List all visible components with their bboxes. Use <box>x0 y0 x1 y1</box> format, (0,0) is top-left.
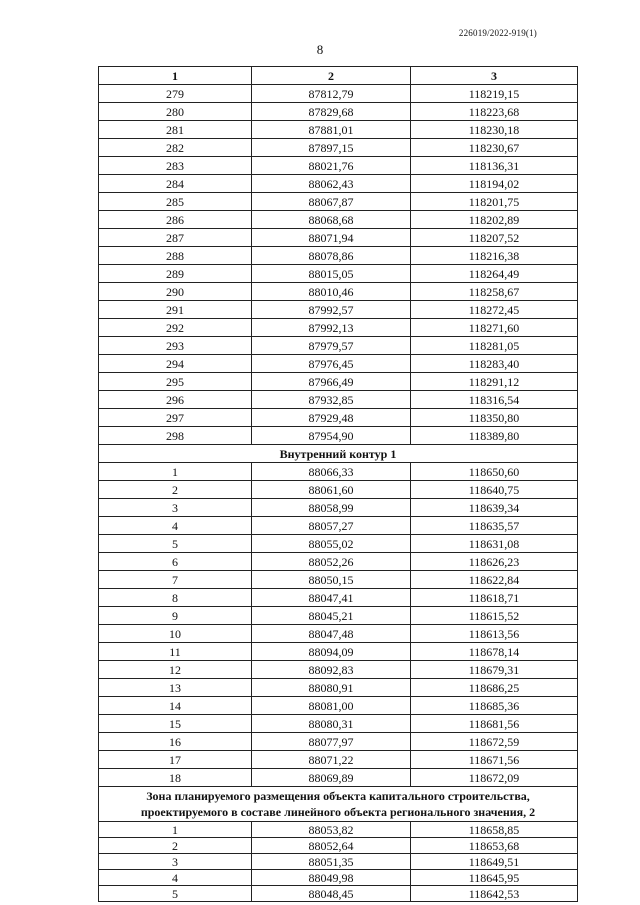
table-row <box>99 301 578 319</box>
y-coordinate-cell: 118649,51 <box>411 854 578 870</box>
x-coordinate-cell: 88015,05 <box>252 265 411 283</box>
y-coordinate-cell: 118679,31 <box>411 661 578 679</box>
y-coordinate-cell: 118678,14 <box>411 643 578 661</box>
y-coordinate-cell: 118671,56 <box>411 751 578 769</box>
point-number-cell: 294 <box>99 355 252 373</box>
x-coordinate-cell: 88045,21 <box>252 607 411 625</box>
table-row <box>99 103 578 121</box>
x-coordinate-cell: 88066,33 <box>252 463 411 481</box>
point-number-cell: 281 <box>99 121 252 139</box>
point-number-cell: 4 <box>99 517 252 535</box>
x-coordinate-cell: 88010,46 <box>252 283 411 301</box>
y-coordinate-cell: 118291,12 <box>411 373 578 391</box>
y-coordinate-cell: 118271,60 <box>411 319 578 337</box>
point-number-cell: 18 <box>99 769 252 787</box>
point-number-cell: 12 <box>99 661 252 679</box>
y-coordinate-cell: 118207,52 <box>411 229 578 247</box>
x-coordinate-cell: 88058,99 <box>252 499 411 517</box>
point-number-cell: 14 <box>99 697 252 715</box>
x-coordinate-cell: 88052,26 <box>252 553 411 571</box>
x-coordinate-cell: 88050,15 <box>252 571 411 589</box>
section-title-inner-contour: Внутренний контур 1 <box>99 445 578 463</box>
y-coordinate-cell: 118640,75 <box>411 481 578 499</box>
point-number-cell: 16 <box>99 733 252 751</box>
table-row <box>99 463 578 481</box>
table-row <box>99 211 578 229</box>
x-coordinate-cell: 88092,83 <box>252 661 411 679</box>
table-row <box>99 481 578 499</box>
table-row <box>99 886 578 902</box>
table-row <box>99 355 578 373</box>
y-coordinate-cell: 118281,05 <box>411 337 578 355</box>
y-coordinate-cell: 118631,08 <box>411 535 578 553</box>
page-number: 8 <box>316 42 324 57</box>
point-number-cell: 2 <box>99 838 252 854</box>
table-row <box>99 247 578 265</box>
table-row <box>99 121 578 139</box>
y-coordinate-cell: 118202,89 <box>411 211 578 229</box>
point-number-cell: 285 <box>99 193 252 211</box>
section-header-row <box>99 787 578 822</box>
table-row <box>99 517 578 535</box>
point-number-cell: 288 <box>99 247 252 265</box>
table-row <box>99 391 578 409</box>
table-row <box>99 175 578 193</box>
y-coordinate-cell: 118681,56 <box>411 715 578 733</box>
table-section-inner-contour <box>99 445 578 463</box>
table-row <box>99 822 578 838</box>
point-number-cell: 286 <box>99 211 252 229</box>
table-row <box>99 193 578 211</box>
y-coordinate-cell: 118389,80 <box>411 427 578 445</box>
table-row <box>99 625 578 643</box>
point-number-cell: 5 <box>99 535 252 553</box>
y-coordinate-cell: 118642,53 <box>411 886 578 902</box>
point-number-cell: 1 <box>99 822 252 838</box>
point-number-cell: 280 <box>99 103 252 121</box>
x-coordinate-cell: 88077,97 <box>252 733 411 751</box>
table-row <box>99 679 578 697</box>
x-coordinate-cell: 87966,49 <box>252 373 411 391</box>
x-coordinate-cell: 87932,85 <box>252 391 411 409</box>
x-coordinate-cell: 88071,22 <box>252 751 411 769</box>
y-coordinate-cell: 118658,85 <box>411 822 578 838</box>
table-row <box>99 854 578 870</box>
point-number-cell: 290 <box>99 283 252 301</box>
x-coordinate-cell: 87829,68 <box>252 103 411 121</box>
table-row <box>99 157 578 175</box>
point-number-cell: 296 <box>99 391 252 409</box>
point-number-cell: 1 <box>99 463 252 481</box>
y-coordinate-cell: 118615,52 <box>411 607 578 625</box>
table-row <box>99 838 578 854</box>
point-number-cell: 298 <box>99 427 252 445</box>
table-row <box>99 85 578 103</box>
point-number-cell: 6 <box>99 553 252 571</box>
point-number-cell: 297 <box>99 409 252 427</box>
point-number-cell: 3 <box>99 854 252 870</box>
table-header-row <box>99 67 578 85</box>
y-coordinate-cell: 118685,36 <box>411 697 578 715</box>
point-number-cell: 7 <box>99 571 252 589</box>
table-row <box>99 229 578 247</box>
point-number-cell: 4 <box>99 870 252 886</box>
y-coordinate-cell: 118626,23 <box>411 553 578 571</box>
y-coordinate-cell: 118136,31 <box>411 157 578 175</box>
y-coordinate-cell: 118316,54 <box>411 391 578 409</box>
point-number-cell: 293 <box>99 337 252 355</box>
point-number-cell: 3 <box>99 499 252 517</box>
y-coordinate-cell: 118645,95 <box>411 870 578 886</box>
x-coordinate-cell: 88053,82 <box>252 822 411 838</box>
point-number-cell: 289 <box>99 265 252 283</box>
y-coordinate-cell: 118283,40 <box>411 355 578 373</box>
y-coordinate-cell: 118230,18 <box>411 121 578 139</box>
table-row <box>99 751 578 769</box>
table-row <box>99 337 578 355</box>
point-number-cell: 11 <box>99 643 252 661</box>
x-coordinate-cell: 88057,27 <box>252 517 411 535</box>
y-coordinate-cell: 118216,38 <box>411 247 578 265</box>
y-coordinate-cell: 118653,68 <box>411 838 578 854</box>
x-coordinate-cell: 87992,13 <box>252 319 411 337</box>
table-row <box>99 571 578 589</box>
point-number-cell: 279 <box>99 85 252 103</box>
column-header-3: 3 <box>411 67 578 85</box>
y-coordinate-cell: 118650,60 <box>411 463 578 481</box>
x-coordinate-cell: 87881,01 <box>252 121 411 139</box>
y-coordinate-cell: 118618,71 <box>411 589 578 607</box>
table-row <box>99 733 578 751</box>
point-number-cell: 13 <box>99 679 252 697</box>
x-coordinate-cell: 87929,48 <box>252 409 411 427</box>
x-coordinate-cell: 88047,48 <box>252 625 411 643</box>
x-coordinate-cell: 88081,00 <box>252 697 411 715</box>
y-coordinate-cell: 118672,09 <box>411 769 578 787</box>
table-row <box>99 535 578 553</box>
y-coordinate-cell: 118639,34 <box>411 499 578 517</box>
y-coordinate-cell: 118635,57 <box>411 517 578 535</box>
table-row <box>99 427 578 445</box>
y-coordinate-cell: 118350,80 <box>411 409 578 427</box>
point-number-cell: 17 <box>99 751 252 769</box>
point-number-cell: 284 <box>99 175 252 193</box>
y-coordinate-cell: 118219,15 <box>411 85 578 103</box>
y-coordinate-cell: 118230,67 <box>411 139 578 157</box>
y-coordinate-cell: 118272,45 <box>411 301 578 319</box>
x-coordinate-cell: 88061,60 <box>252 481 411 499</box>
column-header-2: 2 <box>252 67 411 85</box>
table-section-zone <box>99 787 578 822</box>
table-row <box>99 697 578 715</box>
point-number-cell: 15 <box>99 715 252 733</box>
y-coordinate-cell: 118201,75 <box>411 193 578 211</box>
point-number-cell: 282 <box>99 139 252 157</box>
point-number-cell: 8 <box>99 589 252 607</box>
point-number-cell: 9 <box>99 607 252 625</box>
x-coordinate-cell: 88071,94 <box>252 229 411 247</box>
x-coordinate-cell: 88048,45 <box>252 886 411 902</box>
y-coordinate-cell: 118194,02 <box>411 175 578 193</box>
table-row <box>99 409 578 427</box>
x-coordinate-cell: 88080,91 <box>252 679 411 697</box>
point-number-cell: 287 <box>99 229 252 247</box>
x-coordinate-cell: 88047,41 <box>252 589 411 607</box>
x-coordinate-cell: 87979,57 <box>252 337 411 355</box>
y-coordinate-cell: 118613,56 <box>411 625 578 643</box>
y-coordinate-cell: 118258,67 <box>411 283 578 301</box>
table-body-zone <box>99 822 578 902</box>
x-coordinate-cell: 88052,64 <box>252 838 411 854</box>
table-row <box>99 283 578 301</box>
x-coordinate-cell: 88021,76 <box>252 157 411 175</box>
x-coordinate-cell: 87954,90 <box>252 427 411 445</box>
table-row <box>99 643 578 661</box>
point-number-cell: 2 <box>99 481 252 499</box>
x-coordinate-cell: 88055,02 <box>252 535 411 553</box>
point-number-cell: 10 <box>99 625 252 643</box>
point-number-cell: 283 <box>99 157 252 175</box>
section-title-zone-line1: Зона планируемого размещения объекта капитального строительства, <box>146 789 530 803</box>
x-coordinate-cell: 88094,09 <box>252 643 411 661</box>
table-row <box>99 553 578 571</box>
x-coordinate-cell: 87897,15 <box>252 139 411 157</box>
x-coordinate-cell: 88068,68 <box>252 211 411 229</box>
table-row <box>99 139 578 157</box>
x-coordinate-cell: 87992,57 <box>252 301 411 319</box>
x-coordinate-cell: 87812,79 <box>252 85 411 103</box>
table-row <box>99 373 578 391</box>
y-coordinate-cell: 118686,25 <box>411 679 578 697</box>
table-row <box>99 715 578 733</box>
y-coordinate-cell: 118264,49 <box>411 265 578 283</box>
point-number-cell: 291 <box>99 301 252 319</box>
table-row <box>99 607 578 625</box>
x-coordinate-cell: 88062,43 <box>252 175 411 193</box>
x-coordinate-cell: 87976,45 <box>252 355 411 373</box>
table-row <box>99 661 578 679</box>
point-number-cell: 292 <box>99 319 252 337</box>
section-title-zone-line2: проектируемого в составе линейного объекта регионального значения, 2 <box>140 805 536 819</box>
document-registration-number: 226019/2022-919(1) <box>458 28 537 38</box>
y-coordinate-cell: 118622,84 <box>411 571 578 589</box>
x-coordinate-cell: 88067,87 <box>252 193 411 211</box>
section-title-zone <box>99 787 578 822</box>
y-coordinate-cell: 118223,68 <box>411 103 578 121</box>
section-header-row <box>99 445 578 463</box>
x-coordinate-cell: 88051,35 <box>252 854 411 870</box>
column-header-1: 1 <box>99 67 252 85</box>
table-row <box>99 265 578 283</box>
point-number-cell: 5 <box>99 886 252 902</box>
x-coordinate-cell: 88080,31 <box>252 715 411 733</box>
table-row <box>99 499 578 517</box>
table-body-inner-contour <box>99 463 578 787</box>
table-row <box>99 589 578 607</box>
x-coordinate-cell: 88078,86 <box>252 247 411 265</box>
point-number-cell: 295 <box>99 373 252 391</box>
x-coordinate-cell: 88069,89 <box>252 769 411 787</box>
table-row <box>99 319 578 337</box>
y-coordinate-cell: 118672,59 <box>411 733 578 751</box>
x-coordinate-cell: 88049,98 <box>252 870 411 886</box>
coordinates-table <box>98 66 578 902</box>
table-row <box>99 769 578 787</box>
table-row <box>99 870 578 886</box>
table-body-outer-contour <box>99 85 578 445</box>
